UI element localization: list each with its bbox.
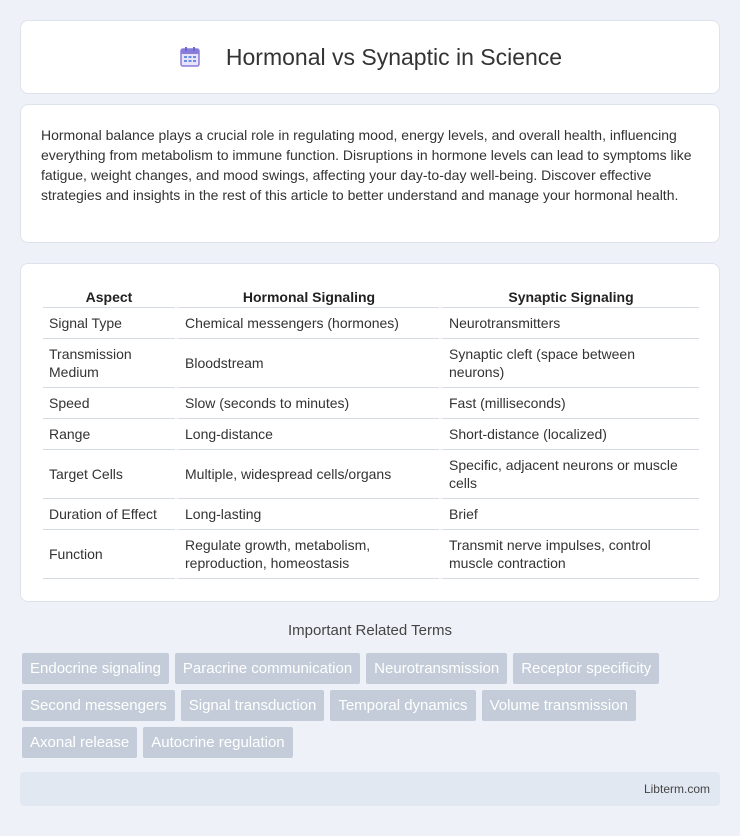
cell-synaptic: Synaptic cleft (space between neurons) — [439, 339, 699, 388]
header-synaptic: Synaptic Signaling — [439, 284, 699, 308]
related-term-tag[interactable]: Paracrine communication — [175, 653, 360, 684]
table-row — [43, 388, 699, 419]
header-aspect: Aspect — [43, 284, 175, 308]
table-row — [43, 499, 699, 530]
cell-hormonal: Long-lasting — [175, 499, 439, 530]
cell-aspect: Range — [43, 419, 175, 450]
cell-synaptic: Fast (milliseconds) — [439, 388, 699, 419]
cell-hormonal: Slow (seconds to minutes) — [175, 388, 439, 419]
cell-aspect: Duration of Effect — [43, 499, 175, 530]
footer — [20, 772, 720, 806]
intro-card — [20, 104, 720, 243]
cell-synaptic: Neurotransmitters — [439, 308, 699, 339]
cell-hormonal: Long-distance — [175, 419, 439, 450]
cell-aspect: Speed — [43, 388, 175, 419]
cell-aspect: Signal Type — [43, 308, 175, 339]
intro-text: Hormonal balance plays a crucial role in regulating mood, energy levels, and overall health, influencing everything from metabolism to immune function. Disruptions in hormone levels can lead to symptoms like fatigue, weight changes, and mood swings, affecting your day-to-day well-being. Discover effective strategies and insights in the rest of this article to better understand and manage your hormonal health. — [41, 127, 692, 203]
related-terms-title: Important Related Terms — [288, 622, 452, 639]
table-header-row — [43, 284, 699, 308]
related-term-tag[interactable]: Temporal dynamics — [330, 690, 475, 721]
table-row — [43, 419, 699, 450]
comparison-table — [43, 284, 699, 579]
cell-hormonal: Chemical messengers (hormones) — [175, 308, 439, 339]
cell-aspect: Function — [43, 530, 175, 579]
cell-synaptic: Short-distance (localized) — [439, 419, 699, 450]
table-row — [43, 308, 699, 339]
cell-aspect: Transmission Medium — [43, 339, 175, 388]
related-term-tag[interactable]: Second messengers — [22, 690, 175, 721]
related-term-tag[interactable]: Volume transmission — [482, 690, 636, 721]
cell-hormonal: Regulate growth, metabolism, reproduction, homeostasis — [175, 530, 439, 579]
related-term-tag[interactable]: Signal transduction — [181, 690, 325, 721]
table-row — [43, 450, 699, 499]
cell-hormonal: Multiple, widespread cells/organs — [175, 450, 439, 499]
related-term-tag[interactable]: Receptor specificity — [513, 653, 659, 684]
footer-site-link[interactable]: Libterm.com — [643, 782, 710, 796]
related-term-tag[interactable]: Neurotransmission — [366, 653, 507, 684]
cell-synaptic: Brief — [439, 499, 699, 530]
header-hormonal: Hormonal Signaling — [175, 284, 439, 308]
page-title: Hormonal vs Synaptic in Science — [225, 43, 563, 70]
comparison-card — [20, 263, 720, 602]
table-row — [43, 339, 699, 388]
cell-hormonal: Bloodstream — [175, 339, 439, 388]
table-row — [43, 530, 699, 579]
related-term-tag[interactable]: Autocrine regulation — [143, 727, 292, 758]
related-term-tag[interactable]: Endocrine signaling — [22, 653, 169, 684]
cell-synaptic: Transmit nerve impulses, control muscle contraction — [439, 530, 699, 579]
related-terms-list — [22, 653, 722, 764]
calendar-icon — [178, 45, 202, 69]
related-term-tag[interactable]: Axonal release — [22, 727, 137, 758]
cell-synaptic: Specific, adjacent neurons or muscle cells — [439, 450, 699, 499]
header-card — [20, 20, 720, 94]
cell-aspect: Target Cells — [43, 450, 175, 499]
